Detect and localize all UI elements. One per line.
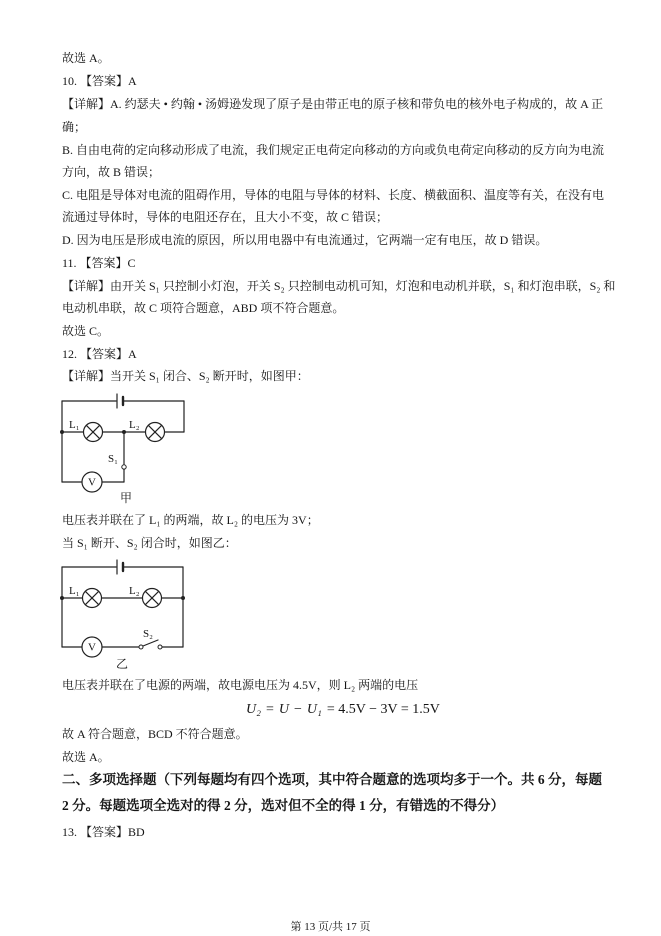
lamp-l1-label: L₁ [69, 585, 80, 597]
switch-s1-label: S₁ [108, 453, 118, 465]
lamp-l1-label: L₁ [69, 419, 80, 431]
page-number: 第 13 页/共 17 页 [290, 921, 371, 933]
equation-equals: = [265, 702, 274, 717]
q10-detail-line: 【详解】A. 约瑟夫 • 约翰 • 汤姆逊发现了原子是由带正电的原子核和带负电的核外电子构成的，故 A 正 [62, 97, 604, 111]
lamp-l1-symbol [84, 423, 103, 442]
figure-caption: 乙 [116, 657, 129, 671]
lamp-l2-symbol [146, 423, 165, 442]
q9-conclusion: 故选 A。 [62, 51, 110, 65]
figure-caption: 甲 [120, 491, 133, 505]
q10-detail-line: D. 因为电压是形成电流的原因，所以用电器中有电流通过，它两端一定有电压，故 D 错误。 [62, 233, 548, 247]
q12-detail-line: 当 S₁ 断开、S₂ 闭合时，如图乙： [62, 536, 237, 550]
q12-answer: 12. 【答案】A [62, 347, 137, 361]
q12-detail-line: 电压表并联在了电源的两端，故电源电压为 4.5V，则 L₂ 两端的电压 [62, 678, 419, 692]
q11-answer: 11. 【答案】C [62, 256, 136, 270]
junction-dot [181, 596, 185, 600]
q10-answer: 10. 【答案】A [62, 74, 137, 88]
equation-lhs: U₂ [246, 702, 261, 717]
junction-dot [60, 596, 64, 600]
junction-dot [60, 430, 64, 434]
q10-detail-line: 流通过导体时，导体的电阻还存在，且大小不变，故 C 错误； [62, 210, 389, 224]
lamp-l2-label: L₂ [129, 419, 140, 431]
section-heading: 二、多项选择题（下列每题均有四个选项，其中符合题意的选项均多于一个。共 6 分，每题 [62, 772, 602, 787]
section-heading: 2 分。每题选项全选对的得 2 分，选对但不全的得 1 分，有错选的不得分） [62, 798, 505, 813]
q10-detail-line: 确； [62, 120, 87, 134]
q12-detail-line: 【详解】当开关 S₁ 闭合、S₂ 断开时，如图甲： [62, 369, 309, 383]
equation-rhs: = 4.5V − 3V = 1.5V [326, 702, 440, 717]
q10-detail-line: B. 自由电荷的定向移动形成了电流，我们规定正电荷定向移动的方向或负电荷定向移动的反方向为电流 [62, 143, 605, 157]
equation-u1: U₁ [306, 702, 322, 717]
voltmeter-label: V [88, 641, 96, 654]
q11-detail-line: 电动机串联，故 C 项符合题意，ABD 项不符合题意。 [62, 301, 345, 315]
q12-detail-line: 电压表并联在了 L₁ 的两端，故 L₂ 的电压为 3V； [62, 513, 319, 527]
switch-s2-label: S₂ [143, 628, 153, 640]
voltage-equation [246, 700, 440, 720]
q10-detail-line: 方向，故 B 错误； [62, 165, 161, 179]
q12-conclusion: 故选 A。 [62, 750, 110, 764]
circuit-diagram-b [50, 552, 195, 677]
lamp-l2-label: L₂ [129, 585, 140, 597]
equation-u: U [278, 702, 290, 717]
q12-detail-line: 故 A 符合题意，BCD 不符合题意。 [62, 727, 248, 741]
q13-answer: 13. 【答案】BD [62, 825, 145, 839]
q11-detail-line: 【详解】由开关 S₁ 只控制小灯泡，开关 S₂ 只控制电动机可知，灯泡和电动机并联，S₁ 和灯泡串联，S₂ 和 [62, 279, 616, 293]
q11-conclusion: 故选 C。 [62, 324, 110, 338]
lamp-l1-symbol [83, 589, 102, 608]
voltmeter-label: V [88, 476, 96, 489]
circuit-diagram-a [50, 385, 195, 510]
switch-s2-symbol [139, 640, 162, 649]
equation-minus: − [294, 702, 302, 717]
q10-detail-line: C. 电阻是导体对电流的阻碍作用，导体的电阻与导体的材料、长度、横截面积、温度等有关，在没有电 [62, 188, 605, 202]
lamp-l2-symbol [143, 589, 162, 608]
